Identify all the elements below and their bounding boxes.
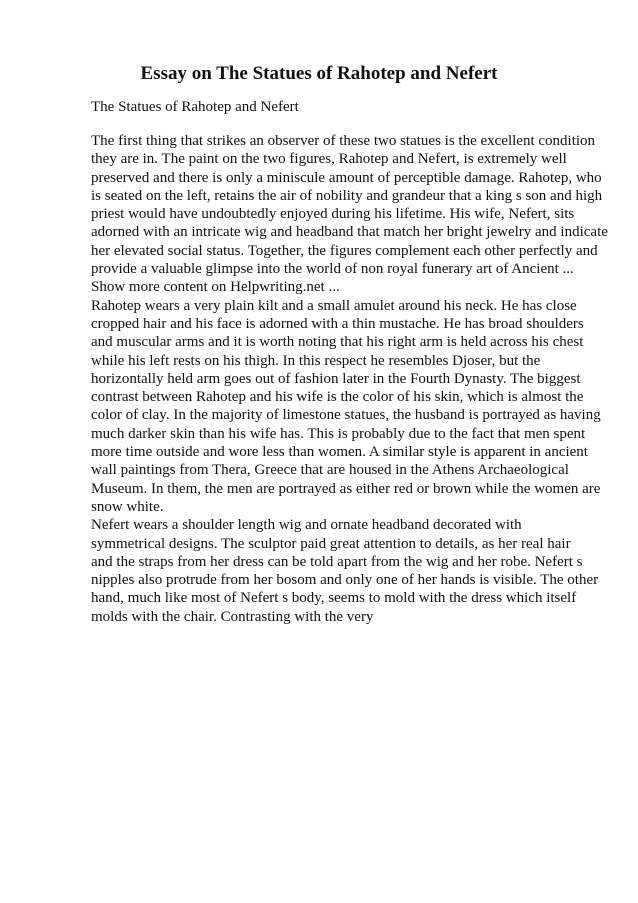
- body-line: much darker skin than his wife has. This is probably due to the fact that men spent: [91, 425, 586, 442]
- body-line: more time outside and wore less than women. A similar style is apparent in ancient: [91, 444, 588, 461]
- document-subtitle: The Statues of Rahotep and Nefert: [91, 99, 299, 115]
- body-line: Nefert wears a shoulder length wig and ornate headband decorated with: [91, 517, 522, 534]
- body-line: cropped hair and his face is adorned with a thin mustache. He has broad shoulders: [91, 315, 584, 332]
- document-title: Essay on The Statues of Rahotep and Nefert: [140, 63, 498, 84]
- body-line: contrast between Rahotep and his wife is the color of his skin, which is almost the: [91, 389, 584, 406]
- body-line: color of clay. In the majority of limestone statues, the husband is portrayed as having: [91, 407, 601, 424]
- body-line: The first thing that strikes an observer of these two statues is the excellent condition: [91, 133, 596, 149]
- body-line: while his left rests on his thigh. In this respect he resembles Djoser, but the: [91, 352, 541, 369]
- body-line: provide a valuable glimpse into the world of non royal funerary art of Ancient ...: [91, 261, 574, 278]
- body-line: is seated on the left, retains the air of nobility and grandeur that a king s son and high: [91, 187, 603, 204]
- body-line: her elevated social status. Together, the figures complement each other perfectly and: [91, 242, 598, 259]
- body-line: they are in. The paint on the two figures, Rahotep and Nefert, is extremely well: [91, 151, 567, 168]
- show-more-line: Show more content on Helpwriting.net ...: [91, 279, 340, 296]
- body-line: wall paintings from Thera, Greece that are housed in the Athens Archaeological: [91, 462, 569, 479]
- body-line: horizontally held arm goes out of fashion later in the Fourth Dynasty. The biggest: [91, 370, 581, 387]
- body-line: Museum. In them, the men are portrayed as either red or brown while the women are: [91, 480, 601, 497]
- body-line: hand, much like most of Nefert s body, seems to mold with the dress which itself: [91, 590, 577, 607]
- body-line: snow white.: [91, 498, 164, 515]
- body-line: priest would have undoubtedly enjoyed during his lifetime. His wife, Nefert, sits: [91, 206, 575, 223]
- body-line: nipples also protrude from her bosom and only one of her hands is visible. The other: [91, 572, 599, 589]
- body-line: and the straps from her dress can be told apart from the wig and her robe. Nefert s: [91, 553, 583, 570]
- body-line: preserved and there is only a miniscule amount of perceptible damage. Rahotep, who: [91, 169, 602, 186]
- body-line: and muscular arms and it is worth noting that his right arm is held across his chest: [91, 334, 584, 351]
- body-line: Rahotep wears a very plain kilt and a small amulet around his neck. He has close: [91, 297, 577, 314]
- body-line: adorned with an intricate wig and headband that match her bright jewelry and indicate: [91, 224, 608, 241]
- document-body: [91, 132, 611, 626]
- body-line: symmetrical designs. The sculptor paid great attention to details, as her real hair: [91, 535, 571, 552]
- body-line: molds with the chair. Contrasting with the very: [91, 608, 374, 625]
